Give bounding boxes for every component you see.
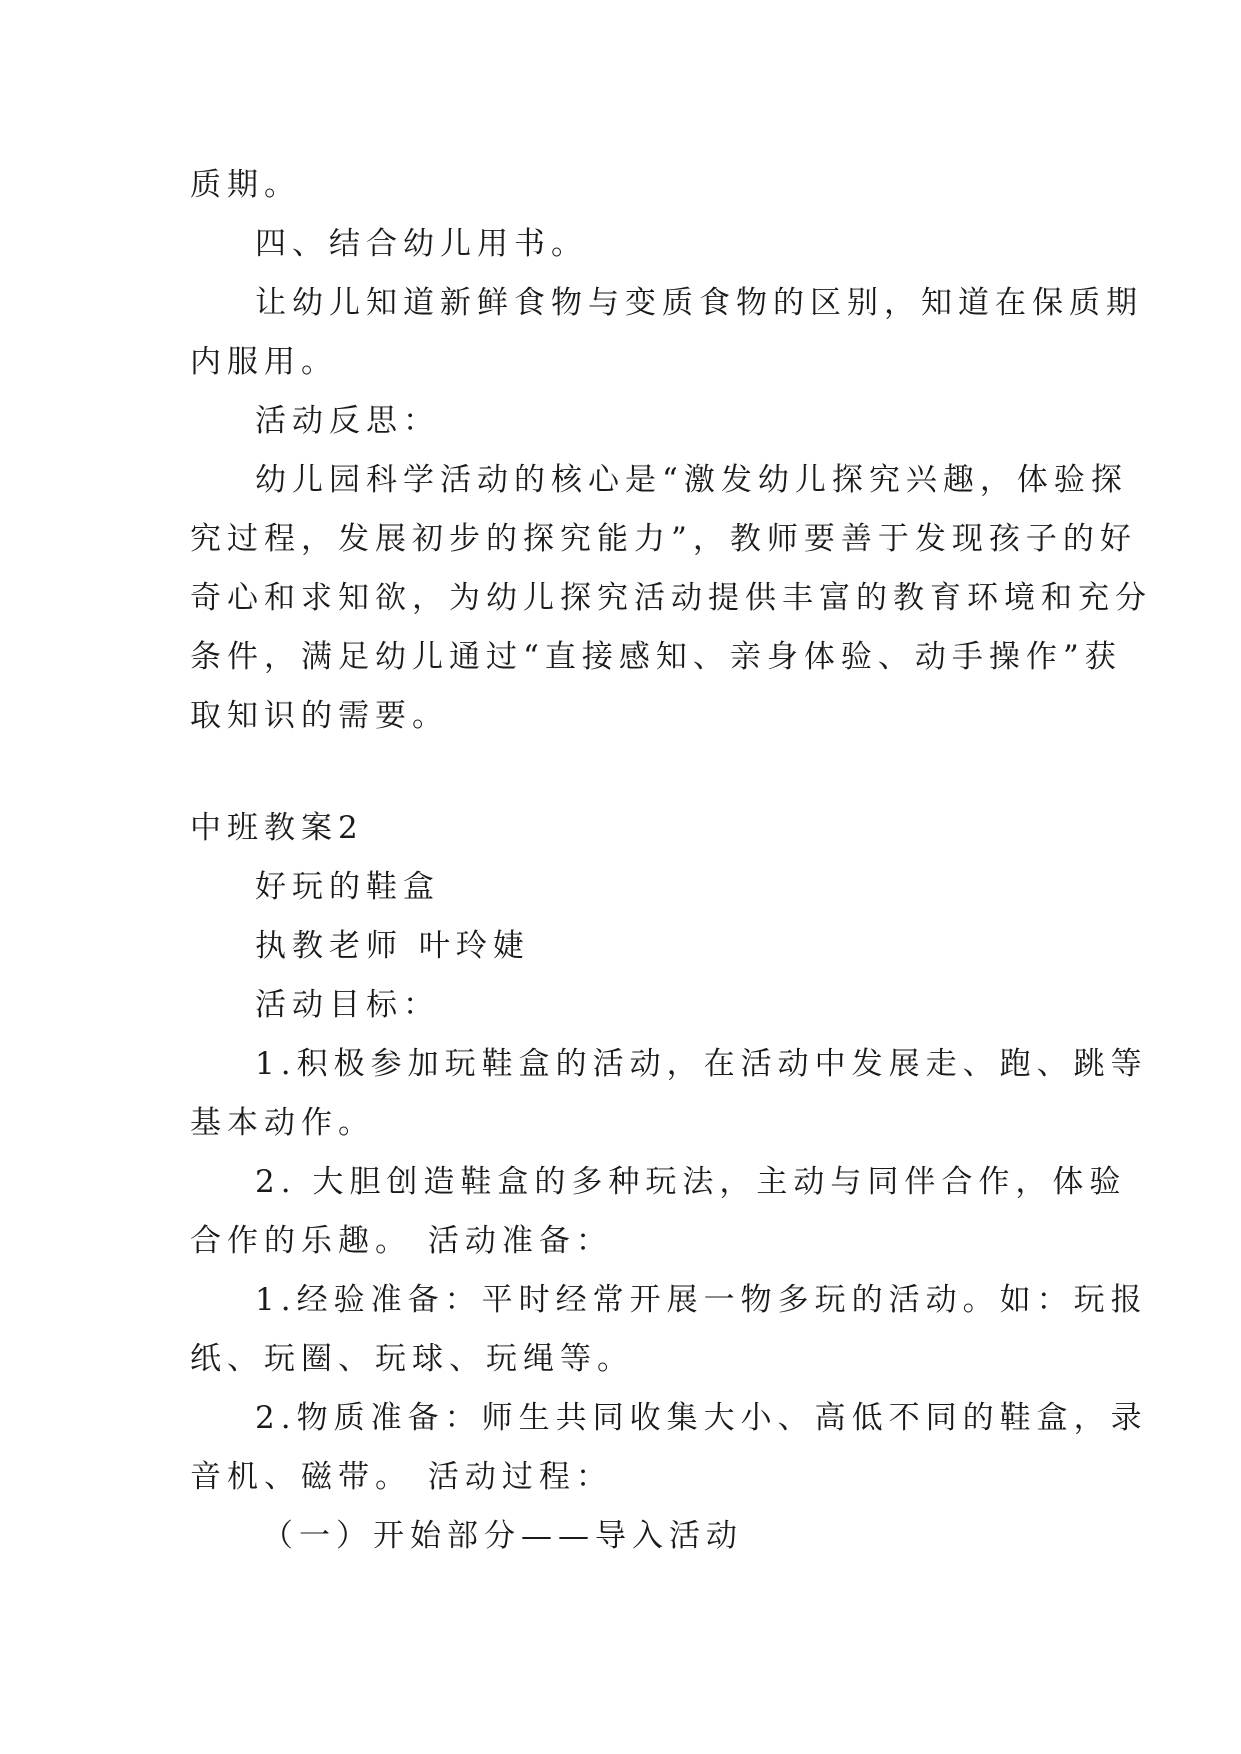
paragraph-line: 条件，满足幼儿通过“直接感知、亲身体验、动手操作”获 [190, 639, 1122, 675]
paragraph-line: 合作的乐趣。 活动准备： [190, 1223, 613, 1259]
subsection-heading: （一）开始部分——导入活动 [262, 1518, 743, 1554]
paragraph-line: 基本动作。 [190, 1105, 375, 1141]
paragraph-line: 究过程，发展初步的探究能力”，教师要善于发现孩子的好 [190, 521, 1137, 557]
paragraph-line: 幼儿园科学活动的核心是“激发幼儿探究兴趣，体验探 [255, 462, 1128, 498]
list-item: 1.经验准备：平时经常开展一物多玩的活动。如：玩报 [255, 1282, 1148, 1318]
teacher-line: 执教老师 叶玲婕 [255, 928, 530, 964]
paragraph-line: 让幼儿知道新鲜食物与变质食物的区别，知道在保质期 [255, 285, 1143, 321]
lesson-name: 好玩的鞋盒 [255, 869, 440, 905]
list-item: 2. 大胆创造鞋盒的多种玩法，主动与同伴合作，体验 [255, 1164, 1127, 1200]
section-heading: 活动目标： [255, 987, 440, 1023]
list-item: 1.积极参加玩鞋盒的活动，在活动中发展走、跑、跳等 [255, 1046, 1148, 1082]
paragraph-line: 纸、玩圈、玩球、玩绳等。 [190, 1341, 634, 1377]
list-item: 2.物质准备：师生共同收集大小、高低不同的鞋盒，录 [255, 1400, 1148, 1436]
paragraph-line: 内服用。 [190, 344, 338, 380]
paragraph-line: 奇心和求知欲，为幼儿探究活动提供丰富的教育环境和充分 [190, 580, 1152, 616]
section-heading: 四、结合幼儿用书。 [255, 226, 588, 262]
paragraph-line: 音机、磁带。 活动过程： [190, 1459, 613, 1495]
paragraph-line: 取知识的需要。 [190, 698, 449, 734]
paragraph-line: 质期。 [190, 167, 301, 203]
section-heading: 活动反思： [255, 403, 440, 439]
lesson-plan-title: 中班教案2 [190, 810, 364, 846]
